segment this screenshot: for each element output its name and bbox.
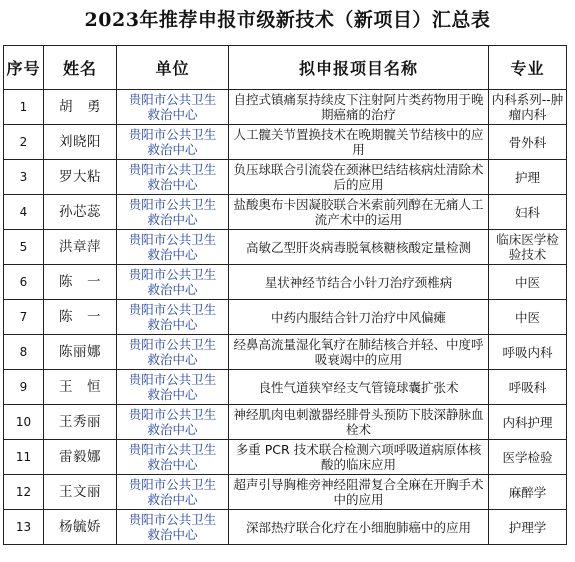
unit-line-1: 贵阳市公共卫生 — [128, 512, 217, 527]
unit-line-1: 贵阳市公共卫生 — [128, 407, 217, 422]
unit-line-2: 救治中心 — [147, 317, 198, 332]
cell-specialty: 呼吸内科 — [489, 335, 567, 370]
cell-project: 星状神经节结合小针刀治疗颈椎病 — [229, 265, 489, 300]
unit-line-1: 贵阳市公共卫生 — [128, 232, 217, 247]
unit-line-2: 救治中心 — [147, 527, 198, 542]
unit-line-2: 救治中心 — [147, 142, 198, 157]
cell-unit — [117, 335, 229, 370]
cell-index: 11 — [4, 440, 44, 475]
cell-name: 杨毓娇 — [44, 510, 117, 545]
cell-specialty: 麻醉学 — [489, 475, 567, 510]
unit-line-2: 救治中心 — [147, 107, 198, 122]
cell-unit — [117, 125, 229, 160]
cell-specialty: 内科护理 — [489, 405, 567, 440]
table-row — [4, 195, 567, 230]
cell-specialty: 内科系列--肿瘤内科 — [489, 90, 567, 125]
table-row — [4, 265, 567, 300]
unit-line-2: 救治中心 — [147, 282, 198, 297]
cell-index: 1 — [4, 90, 44, 125]
unit-line-2: 救治中心 — [147, 422, 198, 437]
cell-project: 负压球联合引流袋在颈淋巴结结核病灶清除术后的应用 — [229, 160, 489, 195]
cell-project: 人工髋关节置换技术在晚期髋关节结核中的应用 — [229, 125, 489, 160]
cell-unit — [117, 230, 229, 265]
table-row — [4, 160, 567, 195]
cell-index: 8 — [4, 335, 44, 370]
table-row — [4, 300, 567, 335]
cell-specialty: 骨外科 — [489, 125, 567, 160]
cell-unit — [117, 440, 229, 475]
header-name: 姓名 — [44, 46, 117, 90]
cell-unit — [117, 510, 229, 545]
table-row — [4, 90, 567, 125]
header-specialty: 专业 — [489, 46, 567, 90]
cell-specialty: 呼吸科 — [489, 370, 567, 405]
unit-line-2: 救治中心 — [147, 247, 198, 262]
unit-line-1: 贵阳市公共卫生 — [128, 127, 217, 142]
table-row — [4, 335, 567, 370]
unit-line-1: 贵阳市公共卫生 — [128, 442, 217, 457]
cell-project: 经鼻高流量湿化氧疗在肺结核合并轻、中度呼吸衰竭中的应用 — [229, 335, 489, 370]
cell-unit — [117, 195, 229, 230]
cell-name: 王秀丽 — [44, 405, 117, 440]
cell-specialty: 中医 — [489, 265, 567, 300]
cell-index: 6 — [4, 265, 44, 300]
cell-index: 2 — [4, 125, 44, 160]
cell-name: 洪章萍 — [44, 230, 117, 265]
cell-name: 罗大粘 — [44, 160, 117, 195]
cell-index: 5 — [4, 230, 44, 265]
cell-index: 10 — [4, 405, 44, 440]
cell-index: 13 — [4, 510, 44, 545]
unit-line-2: 救治中心 — [147, 457, 198, 472]
table-row — [4, 230, 567, 265]
table-row — [4, 405, 567, 440]
cell-project: 盐酸奥布卡因凝胶联合米索前列醇在无痛人工流产术中的运用 — [229, 195, 489, 230]
unit-line-2: 救治中心 — [147, 212, 198, 227]
cell-name: 王 恒 — [44, 370, 117, 405]
cell-index: 12 — [4, 475, 44, 510]
table-row — [4, 125, 567, 160]
header-index: 序号 — [4, 46, 44, 90]
cell-project: 超声引导胸椎旁神经阻滞复合全麻在开胸手术中的应用 — [229, 475, 489, 510]
cell-specialty: 护理学 — [489, 510, 567, 545]
cell-project: 中药内服结合针刀治疗中风偏瘫 — [229, 300, 489, 335]
unit-line-1: 贵阳市公共卫生 — [128, 162, 217, 177]
cell-unit — [117, 370, 229, 405]
cell-specialty: 护理 — [489, 160, 567, 195]
header-project: 拟申报项目名称 — [229, 46, 489, 90]
cell-index: 9 — [4, 370, 44, 405]
table-row — [4, 440, 567, 475]
cell-name: 雷毅娜 — [44, 440, 117, 475]
cell-project: 自控式镇痛泵持续皮下注射阿片类药物用于晚期癌痛的治疗 — [229, 90, 489, 125]
cell-project: 多重 PCR 技术联合检测六项呼吸道病原体核酸的临床应用 — [229, 440, 489, 475]
cell-unit — [117, 90, 229, 125]
cell-project: 神经肌肉电刺激器经腓骨头预防下肢深静脉血栓术 — [229, 405, 489, 440]
cell-name: 陈丽娜 — [44, 335, 117, 370]
cell-unit — [117, 300, 229, 335]
unit-line-1: 贵阳市公共卫生 — [128, 197, 217, 212]
header-unit: 单位 — [117, 46, 229, 90]
unit-line-1: 贵阳市公共卫生 — [128, 302, 217, 317]
cell-project: 深部热疗联合化疗在小细胞肺癌中的应用 — [229, 510, 489, 545]
cell-unit — [117, 160, 229, 195]
page-title: 2023年推荐申报市级新技术（新项目）汇总表 — [84, 9, 491, 31]
unit-line-2: 救治中心 — [147, 492, 198, 507]
table-row — [4, 475, 567, 510]
cell-name: 王文丽 — [44, 475, 117, 510]
cell-specialty: 临床医学检验技术 — [489, 230, 567, 265]
unit-line-2: 救治中心 — [147, 177, 198, 192]
cell-specialty: 中医 — [489, 300, 567, 335]
cell-project: 高敏乙型肝炎病毒脱氧核糖核酸定量检测 — [229, 230, 489, 265]
cell-name: 孙芯蕊 — [44, 195, 117, 230]
cell-specialty: 医学检验 — [489, 440, 567, 475]
unit-line-1: 贵阳市公共卫生 — [128, 337, 217, 352]
cell-name: 胡 勇 — [44, 90, 117, 125]
cell-index: 4 — [4, 195, 44, 230]
table-row — [4, 510, 567, 545]
table-body — [4, 90, 567, 545]
cell-project: 良性气道狭窄经支气管镜球囊扩张术 — [229, 370, 489, 405]
cell-name: 陈 一 — [44, 265, 117, 300]
cell-unit — [117, 475, 229, 510]
unit-line-2: 救治中心 — [147, 352, 198, 367]
cell-specialty: 妇科 — [489, 195, 567, 230]
unit-line-1: 贵阳市公共卫生 — [128, 92, 217, 107]
unit-line-1: 贵阳市公共卫生 — [128, 477, 217, 492]
cell-index: 3 — [4, 160, 44, 195]
cell-unit — [117, 265, 229, 300]
unit-line-1: 贵阳市公共卫生 — [128, 267, 217, 282]
unit-line-2: 救治中心 — [147, 387, 198, 402]
cell-index: 7 — [4, 300, 44, 335]
table-row — [4, 370, 567, 405]
summary-table — [3, 45, 567, 545]
table-header-row — [4, 46, 567, 90]
cell-name: 陈 一 — [44, 300, 117, 335]
cell-name: 刘晓阳 — [44, 125, 117, 160]
cell-unit — [117, 405, 229, 440]
unit-line-1: 贵阳市公共卫生 — [128, 372, 217, 387]
